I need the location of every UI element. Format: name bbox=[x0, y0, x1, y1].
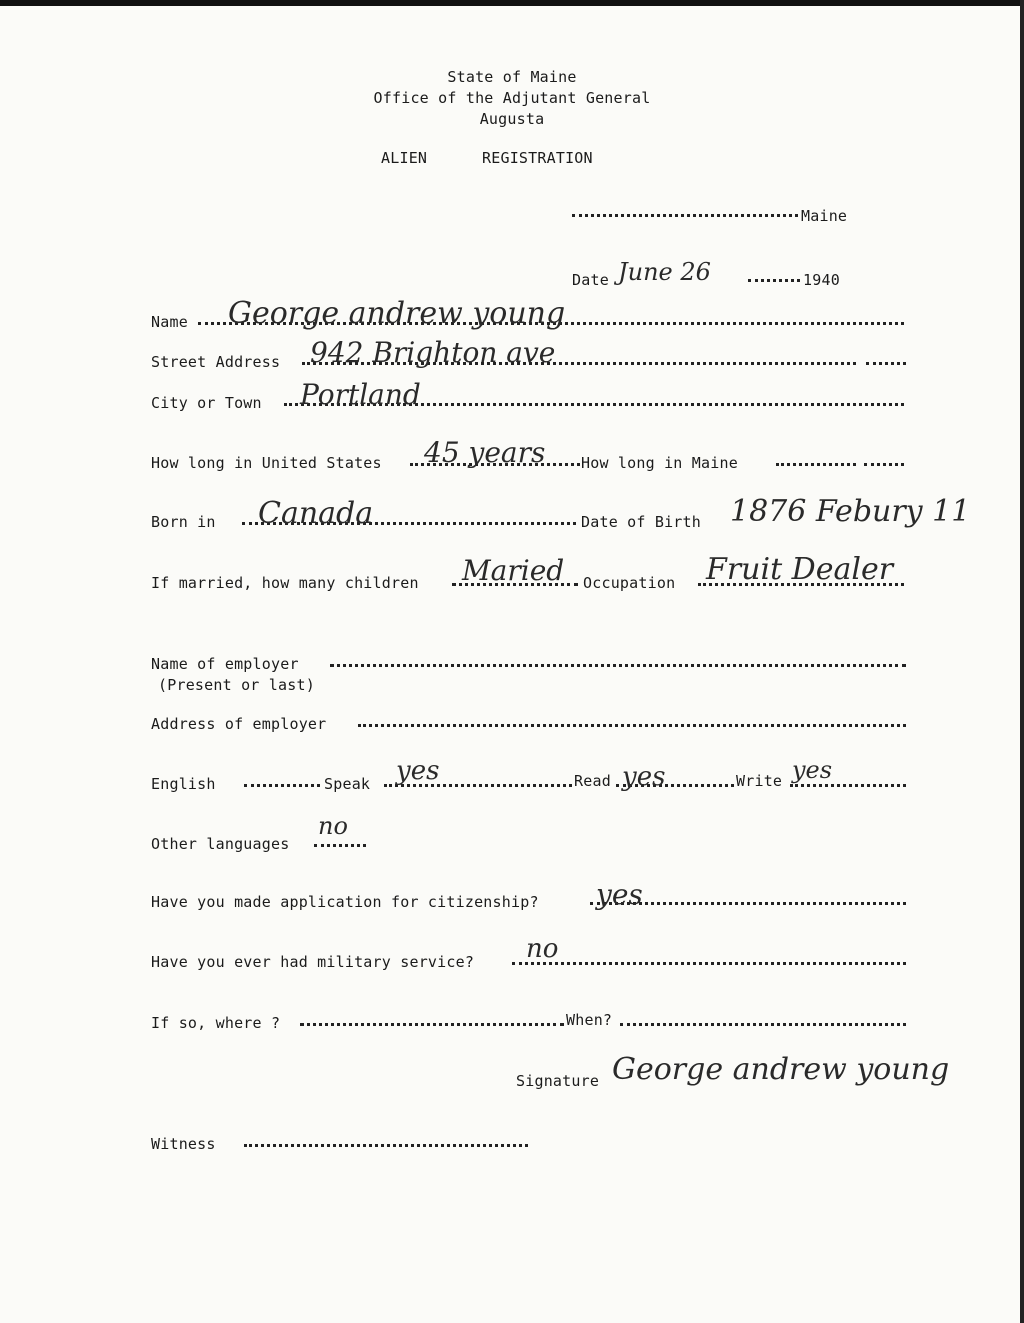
born-in-handwritten: Canada bbox=[258, 496, 374, 531]
children-label: If married, how many children bbox=[151, 574, 419, 592]
read-handwritten: yes bbox=[622, 762, 666, 792]
employer-sublabel: (Present or last) bbox=[158, 676, 315, 694]
street-handwritten: 942 Brighton ave bbox=[310, 336, 556, 369]
other-languages-handwritten: no bbox=[318, 812, 348, 840]
witness-label: Witness bbox=[151, 1135, 216, 1153]
how-long-us-label: How long in United States bbox=[151, 454, 382, 472]
children-handwritten: Maried bbox=[462, 554, 565, 587]
born-in-label: Born in bbox=[151, 513, 216, 531]
write-label: Write bbox=[736, 772, 783, 790]
other-languages-line bbox=[314, 844, 366, 847]
date-handwritten: June 26 bbox=[618, 258, 711, 286]
how-long-us-handwritten: 45 years bbox=[424, 436, 546, 469]
signature-label: Signature bbox=[516, 1072, 600, 1090]
read-label: Read bbox=[574, 772, 611, 790]
employer-label: Name of employer bbox=[151, 655, 299, 673]
city-label: City or Town bbox=[151, 394, 262, 412]
military-line bbox=[512, 962, 906, 965]
speak-handwritten: yes bbox=[396, 756, 440, 786]
speak-label: Speak bbox=[324, 775, 371, 793]
english-label: English bbox=[151, 775, 216, 793]
form-title-registration: REGISTRATION bbox=[482, 149, 593, 167]
occupation-label: Occupation bbox=[583, 574, 676, 592]
military-label: Have you ever had military service? bbox=[151, 953, 475, 971]
how-long-maine-line-end bbox=[864, 463, 904, 466]
form-title-alien: ALIEN bbox=[381, 149, 428, 167]
street-line-end bbox=[866, 362, 906, 365]
name-label: Name bbox=[151, 313, 188, 331]
occupation-handwritten: Fruit Dealer bbox=[706, 552, 894, 587]
when-label: When? bbox=[566, 1011, 613, 1029]
scan-edge-right bbox=[1020, 0, 1024, 1323]
header-state: State of Maine bbox=[447, 68, 577, 86]
how-long-maine-label: How long in Maine bbox=[581, 454, 738, 472]
name-handwritten: George andrew young bbox=[228, 296, 566, 331]
employer-line bbox=[330, 664, 906, 667]
where-label: If so, where ? bbox=[151, 1014, 281, 1032]
dob-label: Date of Birth bbox=[581, 513, 701, 531]
date-year: 1940 bbox=[803, 271, 840, 289]
signature-handwritten: George andrew young bbox=[612, 1052, 950, 1087]
scan-edge-top bbox=[0, 0, 1024, 6]
header-city: Augusta bbox=[479, 110, 545, 128]
other-languages-label: Other languages bbox=[151, 835, 290, 853]
employer-address-line bbox=[358, 724, 906, 727]
dob-handwritten: 1876 Febury 11 bbox=[730, 494, 971, 529]
date-label: Date bbox=[572, 271, 609, 289]
how-long-maine-line bbox=[776, 463, 856, 466]
where-line bbox=[300, 1023, 564, 1026]
place-line bbox=[572, 214, 798, 217]
place-suffix: Maine bbox=[801, 207, 848, 225]
write-line bbox=[790, 784, 906, 787]
header-office: Office of the Adjutant General bbox=[373, 89, 651, 107]
citizenship-handwritten: yes bbox=[596, 878, 643, 911]
when-line bbox=[620, 1023, 906, 1026]
write-handwritten: yes bbox=[792, 756, 833, 784]
military-handwritten: no bbox=[526, 934, 559, 964]
city-handwritten: Portland bbox=[300, 378, 421, 411]
street-label: Street Address bbox=[151, 353, 281, 371]
english-line bbox=[244, 784, 320, 787]
date-line bbox=[748, 279, 800, 282]
employer-address-label: Address of employer bbox=[151, 715, 327, 733]
citizenship-label: Have you made application for citizenship? bbox=[151, 893, 539, 911]
witness-line bbox=[244, 1144, 528, 1147]
